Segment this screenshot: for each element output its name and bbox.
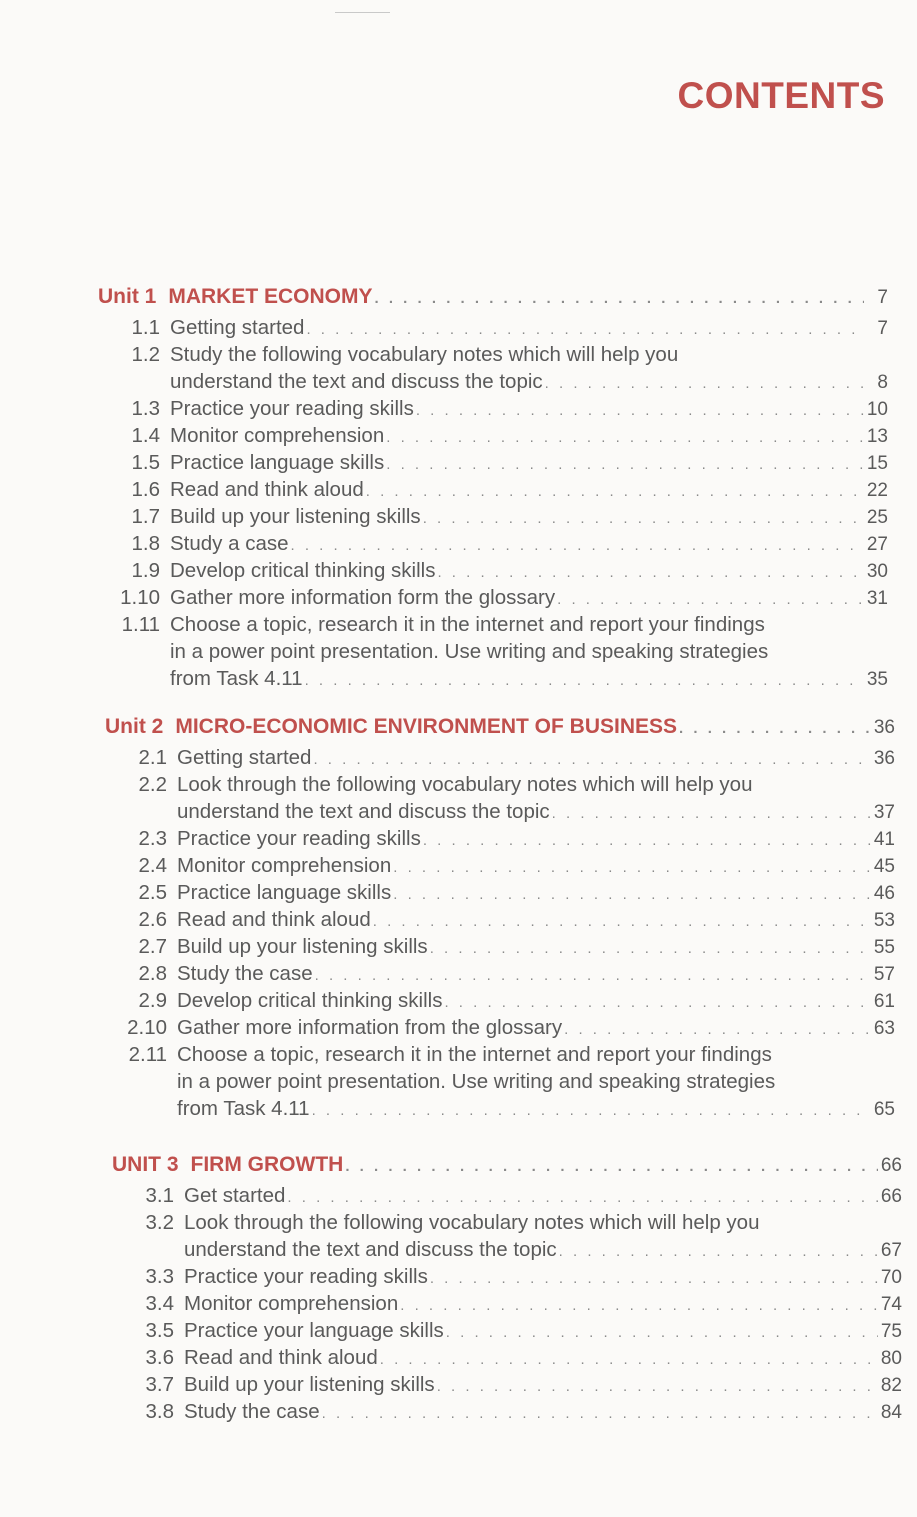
unit-heading[interactable] [98,280,888,314]
toc-entry[interactable] [98,530,888,557]
section-number: 3.7 [145,1373,174,1396]
toc-entry[interactable] [105,960,895,987]
section-title: Practice your reading skills [177,827,421,850]
toc-entry-continuation[interactable] [98,638,888,665]
page-title: CONTENTS [677,75,885,116]
page-number: 13 [866,426,888,447]
toc-entry[interactable] [112,1317,902,1344]
page-number: 67 [880,1240,902,1261]
section-number: 2.7 [138,935,167,958]
section-title: in a power point presentation. Use writing and speaking strategies [177,1070,776,1093]
page-number: 74 [880,1294,902,1315]
dot-leader [559,1238,878,1265]
section-number: 2.2 [138,773,167,796]
dot-leader [375,282,864,316]
toc-entry[interactable] [98,503,888,530]
page-number: 36 [873,748,895,769]
toc-entry[interactable] [105,987,895,1014]
unit-number: UNIT 3 [112,1153,179,1176]
dot-leader [552,800,871,827]
section-title: understand the text and discuss the topic [184,1238,557,1261]
section-title: Develop critical thinking skills [177,989,443,1012]
dot-leader [305,667,864,694]
toc-entry[interactable] [98,395,888,422]
section-number: 1.10 [120,586,160,609]
toc-entry[interactable] [112,1290,902,1317]
page-number: 22 [866,480,888,501]
section-number: 2.3 [138,827,167,850]
dot-leader [291,532,864,559]
toc-entry-continuation[interactable] [112,1236,902,1263]
section-number: 1.11 [121,613,160,636]
unit-title: MARKET ECONOMY [168,285,373,308]
page-number: 82 [880,1375,902,1396]
dot-leader [545,370,864,397]
dot-leader [444,989,871,1016]
section-title: Study a case [170,532,289,555]
section-number: 1.5 [131,451,160,474]
section-number: 3.6 [145,1346,174,1369]
page-number: 53 [873,910,895,931]
toc-entry[interactable] [112,1263,902,1290]
section-title: Choose a topic, research it in the internet and report your findings [170,613,765,636]
toc-entry[interactable] [105,852,895,879]
page-number: 10 [866,399,888,420]
section-title: Read and think aloud [170,478,364,501]
dot-leader [437,559,864,586]
page-number: 15 [866,453,888,474]
section-title: in a power point presentation. Use writing and speaking strategies [170,640,769,663]
section-title: Get started [184,1184,286,1207]
section-title: Study the case [177,962,313,985]
toc-entry[interactable] [98,584,888,611]
dot-leader [312,1097,871,1124]
section-title: Monitor comprehension [184,1292,399,1315]
dot-leader [423,505,864,532]
toc-entry[interactable] [112,1371,902,1398]
toc-entry-continuation[interactable] [105,1068,895,1095]
page-edge-mark [335,12,390,13]
toc-entry-continuation[interactable] [105,1095,895,1122]
page-number: 63 [873,1018,895,1039]
page-number: 37 [873,802,895,823]
toc-unit [112,1148,902,1425]
section-title: from Task 4.11 [170,667,303,690]
dot-leader [373,908,871,935]
dot-leader [366,478,864,505]
section-number: 2.10 [127,1016,167,1039]
page-number: 61 [873,991,895,1012]
dot-leader [393,854,871,881]
dot-leader [345,1150,878,1184]
section-title: Choose a topic, research it in the internet and report your findings [177,1043,772,1066]
toc-entry[interactable] [105,1014,895,1041]
toc-entry[interactable] [112,1209,902,1236]
dot-leader [423,827,871,854]
dot-leader [322,1400,878,1427]
section-number: 3.3 [145,1265,174,1288]
dot-leader [416,397,864,424]
page-number: 70 [880,1267,902,1288]
page-number: 66 [880,1186,902,1207]
page-number: 30 [866,561,888,582]
toc-entry-continuation[interactable] [98,368,888,395]
page-number: 7 [877,287,888,308]
dot-leader [679,712,871,746]
dot-leader [437,1373,878,1400]
section-number: 2.4 [138,854,167,877]
section-number: 1.4 [131,424,160,447]
section-title: Read and think aloud [177,908,371,931]
section-number: 3.1 [145,1184,174,1207]
toc-entry[interactable] [98,611,888,638]
section-title: Develop critical thinking skills [170,559,436,582]
section-title: understand the text and discuss the topic [170,370,543,393]
section-title: Study the following vocabulary notes which will help you [170,343,679,366]
section-number: 2.6 [138,908,167,931]
section-title: Gather more information form the glossary [170,586,556,609]
section-title: Getting started [170,316,305,339]
section-number: 3.4 [145,1292,174,1315]
page-number: 55 [873,937,895,958]
dot-leader [313,746,871,773]
page-number: 8 [877,372,888,393]
toc-entry[interactable] [98,557,888,584]
page-number: 27 [866,534,888,555]
unit-heading[interactable] [105,710,895,744]
section-number: 2.9 [138,989,167,1012]
section-number: 1.1 [131,316,160,339]
section-title: Look through the following vocabulary notes which will help you [184,1211,760,1234]
section-number: 1.7 [131,505,160,528]
section-number: 1.6 [131,478,160,501]
dot-leader [430,1265,878,1292]
section-number: 3.8 [145,1400,174,1423]
toc-unit [98,280,888,692]
toc-entry-continuation[interactable] [98,665,888,692]
toc-entry[interactable] [98,476,888,503]
section-number: 1.8 [131,532,160,555]
section-title: Build up your listening skills [177,935,428,958]
toc-entry-continuation[interactable] [105,798,895,825]
page-number: 84 [880,1402,902,1423]
section-title: from Task 4.11 [177,1097,310,1120]
toc-entry[interactable] [112,1398,902,1425]
page-number: 25 [866,507,888,528]
dot-leader [557,586,864,613]
unit-title: FIRM GROWTH [190,1153,344,1176]
section-title: Practice your reading skills [184,1265,428,1288]
section-number: 2.1 [138,746,167,769]
dot-leader [386,451,864,478]
page-number: 45 [873,856,895,877]
page-number: 35 [866,669,888,690]
section-title: Monitor comprehension [177,854,392,877]
page-number: 66 [880,1155,902,1176]
section-title: Practice your language skills [184,1319,444,1342]
section-number: 2.5 [138,881,167,904]
section-title: Build up your listening skills [170,505,421,528]
toc-entry[interactable] [105,744,895,771]
toc-entry[interactable] [112,1182,902,1209]
dot-leader [564,1016,871,1043]
toc-entry[interactable] [112,1344,902,1371]
section-title: Practice language skills [177,881,392,904]
section-title: Build up your listening skills [184,1373,435,1396]
unit-number: Unit 2 [105,715,164,738]
toc-entry[interactable] [105,879,895,906]
unit-number: Unit 1 [98,285,157,308]
toc-entry[interactable] [98,341,888,368]
page-number: 7 [877,318,888,339]
section-number: 1.2 [131,343,160,366]
unit-title: MICRO-ECONOMIC ENVIRONMENT OF BUSINESS [175,715,678,738]
toc-entry[interactable] [105,906,895,933]
section-title: Practice language skills [170,451,385,474]
dot-leader [306,316,864,343]
section-title: Getting started [177,746,312,769]
section-title: Monitor comprehension [170,424,385,447]
page-number: 31 [866,588,888,609]
section-title: Study the case [184,1400,320,1423]
toc-unit [105,710,895,1122]
dot-leader [430,935,871,962]
section-number: 1.3 [131,397,160,420]
toc-entry[interactable] [105,771,895,798]
section-title: understand the text and discuss the topic [177,800,550,823]
page-number: 41 [873,829,895,850]
section-number: 1.9 [131,559,160,582]
unit-heading[interactable] [112,1148,902,1182]
dot-leader [315,962,871,989]
toc-entry[interactable] [98,314,888,341]
toc-entry[interactable] [105,825,895,852]
dot-leader [446,1319,878,1346]
page-number: 65 [873,1099,895,1120]
section-number: 2.11 [128,1043,167,1066]
dot-leader [400,1292,878,1319]
page-number: 80 [880,1348,902,1369]
page-number: 36 [873,717,895,738]
dot-leader [393,881,871,908]
toc-entry[interactable] [105,1041,895,1068]
dot-leader [380,1346,878,1373]
dot-leader [386,424,864,451]
section-number: 2.8 [138,962,167,985]
section-title: Gather more information from the glossary [177,1016,563,1039]
section-number: 3.5 [145,1319,174,1342]
page-number: 57 [873,964,895,985]
section-number: 3.2 [145,1211,174,1234]
section-title: Look through the following vocabulary notes which will help you [177,773,753,796]
page-number: 46 [873,883,895,904]
section-title: Read and think aloud [184,1346,378,1369]
toc-entry[interactable] [105,933,895,960]
page-number: 75 [880,1321,902,1342]
toc-entry[interactable] [98,422,888,449]
dot-leader [287,1184,878,1211]
section-title: Practice your reading skills [170,397,414,420]
toc-entry[interactable] [98,449,888,476]
